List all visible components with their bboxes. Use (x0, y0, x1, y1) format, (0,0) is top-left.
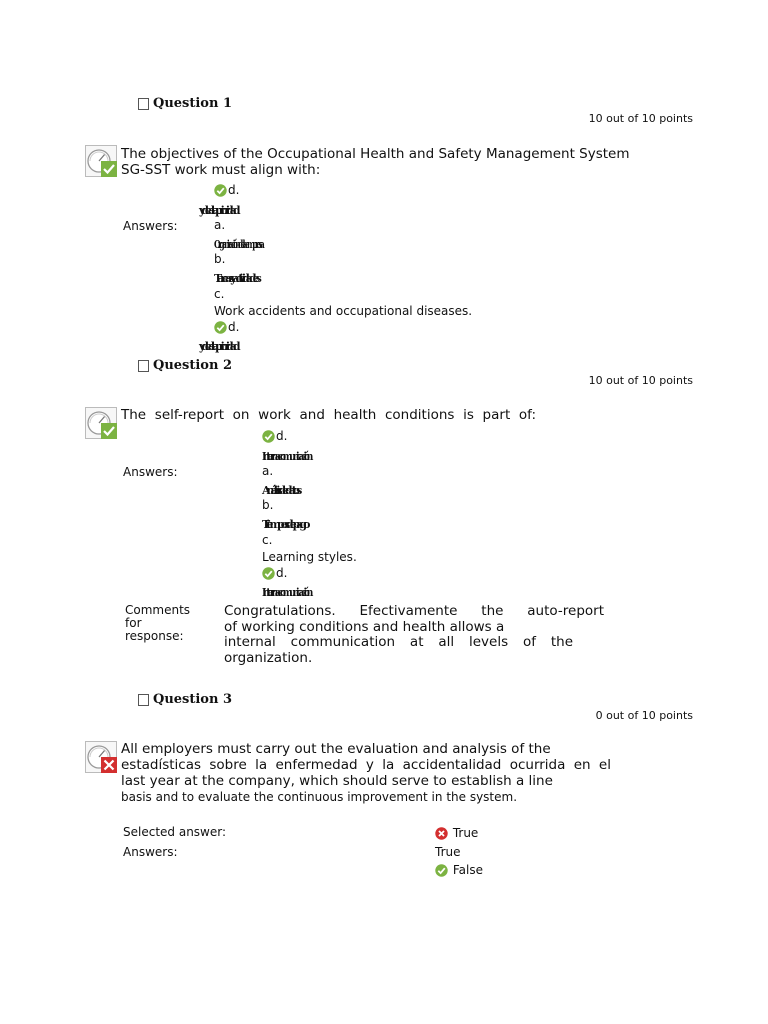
option-letter: d. (228, 183, 240, 197)
question-2-header (138, 358, 232, 373)
question-2-title: Question 2 (153, 358, 233, 373)
answers-label: Answers: (123, 219, 178, 233)
selected-answer-label: Selected answer: (123, 825, 227, 839)
question-1-option-d-text: y de alta prioridad (199, 340, 237, 353)
check-circle-icon (435, 864, 448, 877)
collapse-box-icon[interactable] (138, 360, 149, 372)
question-3-text: All employers must carry out the evaluation and analysis of the estadísticas sobre la enfermedad y la accidentalidad ocurrida en el last year at the company, which should serve to establish a line basis and to evaluate the continuous improvement in the system. (121, 741, 611, 804)
check-circle-icon (214, 184, 227, 197)
selected-answer-value: True (435, 825, 478, 842)
question-1-option-b-text: Tareas y actividades (214, 272, 258, 285)
option-letter: a. (214, 218, 226, 232)
question-2-score: 10 out of 10 points (588, 374, 693, 387)
check-circle-icon (262, 430, 275, 443)
correct-gauge-icon (85, 407, 117, 439)
question-3-header (138, 692, 232, 707)
question-2-option-a-text: Análisis de datos (262, 484, 299, 497)
question-3-title: Question 3 (153, 692, 233, 707)
question-2-option-a (262, 463, 273, 480)
question-1-score: 10 out of 10 points (588, 112, 693, 125)
option-letter: c. (214, 287, 225, 301)
question-2-correct-top (262, 428, 287, 445)
question-2-option-d (262, 565, 287, 582)
question-1-option-c (214, 286, 472, 320)
question-2-text: The self-report on work and health conditions is part of: (121, 407, 536, 423)
question-1-option-a (214, 217, 225, 234)
incorrect-gauge-icon (85, 741, 117, 773)
question-1-option-b (214, 251, 225, 268)
answers-label: Answers: (123, 845, 178, 859)
comment-text: Congratulations. Efectivamente the auto-report of working conditions and health allows a internal communication at all levels of the organization. (224, 603, 604, 666)
question-1-header (138, 96, 232, 111)
option-letter: a. (262, 464, 274, 478)
question-2-option-b-text: Tiempos de pago (262, 518, 307, 531)
option-letter: b. (214, 252, 226, 266)
collapse-box-icon[interactable] (138, 98, 149, 110)
option-letter: d. (228, 320, 240, 334)
question-1-option-a-text: Organización de la empresa (214, 238, 262, 251)
check-circle-icon (262, 567, 275, 580)
option-text: Learning styles. (262, 550, 357, 564)
question-1-text-line-2: SG-SST work must align with: (121, 162, 321, 178)
check-circle-icon (214, 321, 227, 334)
option-letter: b. (262, 498, 274, 512)
option-text: Work accidents and occupational diseases. (214, 304, 473, 318)
x-circle-icon (435, 827, 448, 840)
answer-true: True (435, 845, 461, 859)
question-2-option-d-text: Interna comunicación (262, 586, 310, 599)
question-2-option-c (262, 532, 357, 566)
collapse-box-icon[interactable] (138, 694, 149, 706)
comments-label: Comments for response: (125, 603, 191, 643)
question-1-text-line-1: The objectives of the Occupational Health and Safety Management System (121, 146, 630, 162)
question-1-option-d (214, 319, 239, 336)
question-2-option-b (262, 497, 273, 514)
option-letter: c. (262, 533, 273, 547)
question-1-title: Question 1 (153, 96, 233, 111)
answers-label: Answers: (123, 465, 178, 479)
question-1-correct-top (214, 182, 239, 199)
correct-gauge-icon (85, 145, 117, 177)
option-letter: d. (276, 429, 288, 443)
question-3-score: 0 out of 10 points (595, 709, 693, 722)
question-2-correct-top-text: Interna comunicación (262, 450, 310, 463)
answer-false: False (435, 862, 483, 879)
question-1-text (121, 146, 630, 178)
question-1-correct-top-text: y de alta prioridad (199, 204, 237, 217)
option-letter: d. (276, 566, 288, 580)
